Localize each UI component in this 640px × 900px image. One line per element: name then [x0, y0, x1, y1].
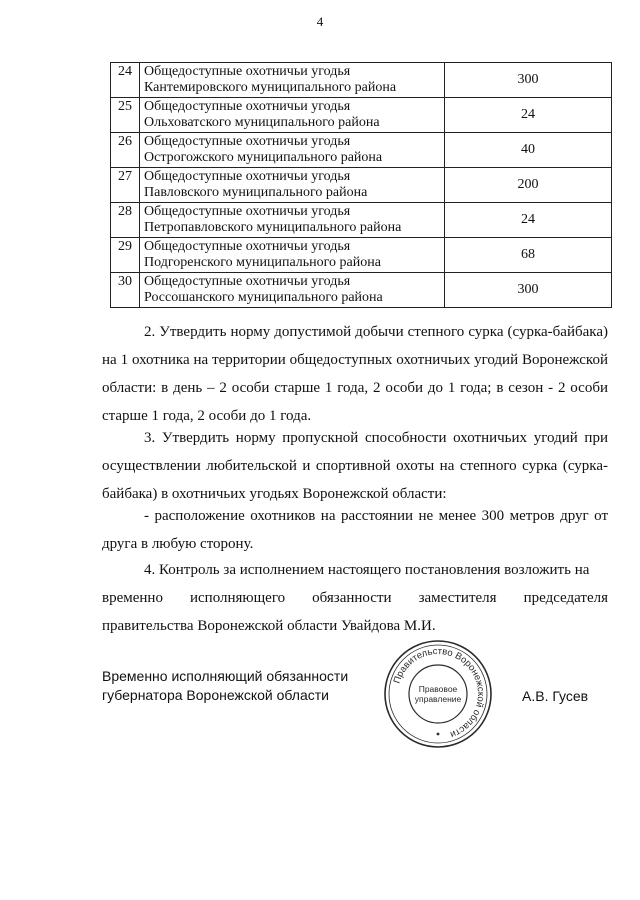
area-name-line-2: Петропавловского муниципального района: [144, 220, 402, 235]
table-row: [111, 203, 612, 238]
quota-value: 24: [445, 98, 612, 133]
seal-center-text-1: Правовое: [418, 684, 458, 694]
paragraph-4-line-3: правительства Воронежской области Увайдова М.И.: [102, 618, 436, 634]
area-name: [140, 273, 445, 308]
area-name: [140, 98, 445, 133]
paragraph-3-capacity: 3. Утвердить норму пропускной способности охотничьих угодий при осуществлении любительской и спортивной охоты на степного сурка (сурка-байбака) в охотничьих угодьях Воронежской области:: [102, 430, 608, 502]
area-name: [140, 133, 445, 168]
area-name-line-2: Павловского муниципального района: [144, 185, 368, 200]
table-row: [111, 133, 612, 168]
area-name-line-2: Подгоренского муниципального района: [144, 255, 381, 270]
row-number: 24: [111, 63, 140, 98]
area-name-line-1: Общедоступные охотничьи угодья: [144, 64, 351, 79]
word-3: обязанности: [312, 590, 392, 606]
signatory-title-line-2: губернатора Воронежской области: [102, 687, 329, 703]
signatory-title: [102, 667, 348, 705]
area-name: [140, 238, 445, 273]
paragraph-3-list-item: - расположение охотников на расстоянии не менее 300 метров друг от друга в любую сторону.: [102, 508, 608, 552]
seal-center-text-2: управление: [414, 694, 462, 704]
area-name-line-2: Россошанского муниципального района: [144, 290, 383, 305]
row-number: 28: [111, 203, 140, 238]
page-number: 4: [316, 14, 324, 29]
seal-ring-text: Правительство Воронежской области: [391, 645, 487, 740]
table-row: [111, 273, 612, 308]
area-name: [140, 63, 445, 98]
paragraph-4-line-1: 4. Контроль за исполнением настоящего постановления возложить на: [144, 562, 590, 578]
signatory-title-line-1: Временно исполняющий обязанности: [102, 668, 349, 684]
quota-value: 40: [445, 133, 612, 168]
table-row: [111, 98, 612, 133]
row-number: 27: [111, 168, 140, 203]
area-name-line-2: Ольховатского муниципального района: [144, 115, 380, 130]
seal-dot: [437, 733, 440, 736]
area-name-line-1: Общедоступные охотничьи угодья: [144, 274, 351, 289]
area-name: [140, 168, 445, 203]
row-number: 25: [111, 98, 140, 133]
area-name-line-1: Общедоступные охотничьи угодья: [144, 134, 351, 149]
area-name-line-1: Общедоступные охотничьи угодья: [144, 204, 351, 219]
hunting-quota-table: [110, 62, 612, 308]
quota-value: 68: [445, 238, 612, 273]
signatory-name: А.В. Гусев: [522, 688, 589, 704]
word-2: исполняющего: [189, 590, 286, 606]
paragraph-4-control: [102, 556, 608, 640]
table-row: [111, 168, 612, 203]
word-1: временно: [102, 590, 163, 606]
paragraph-2-daily-quota: 2. Утвердить норму допустимой добычи степного сурка (сурка-байбака) на 1 охотника на территории общедоступных охотничьих угодий Воронежской области: в день – 2 особи старше 1 года, 2 особи до 1 года; в сезон - 2 особи старше 1 года, 2 особи до 1 года.: [102, 324, 608, 424]
official-seal: [382, 638, 494, 750]
area-name-line-1: Общедоступные охотничьи угодья: [144, 99, 351, 114]
row-number: 30: [111, 273, 140, 308]
row-number: 26: [111, 133, 140, 168]
paragraph-4-line-2: [102, 584, 608, 612]
table-row: [111, 238, 612, 273]
quota-value: 300: [445, 63, 612, 98]
area-name-line-1: Общедоступные охотничьи угодья: [144, 169, 351, 184]
area-name-line-2: Кантемировского муниципального района: [144, 80, 397, 95]
quota-value: 24: [445, 203, 612, 238]
quota-value: 200: [445, 168, 612, 203]
row-number: 29: [111, 238, 140, 273]
area-name-line-2: Острогожского муниципального района: [144, 150, 383, 165]
word-4: заместителя: [418, 590, 497, 606]
table-body: [111, 63, 612, 308]
area-name: [140, 203, 445, 238]
table-row: [111, 63, 612, 98]
area-name-line-1: Общедоступные охотничьи угодья: [144, 239, 351, 254]
quota-value: 300: [445, 273, 612, 308]
word-5: председателя: [523, 590, 608, 606]
